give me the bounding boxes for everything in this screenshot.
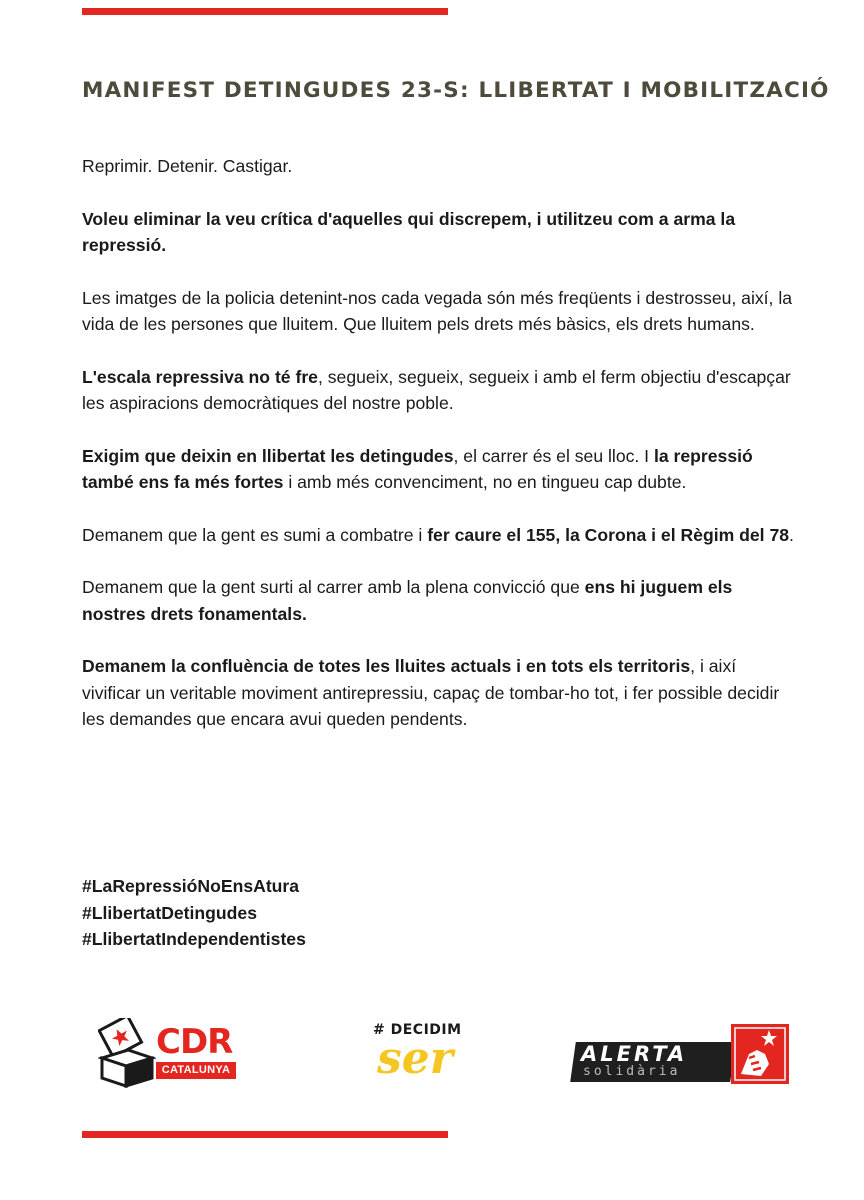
- bold-text: L'escala repressiva no té fre: [82, 366, 318, 387]
- manifesto-paragraph: [82, 653, 794, 733]
- cdr-logo-subtext: CATALUNYA: [156, 1062, 236, 1079]
- manifesto-body: [82, 153, 794, 759]
- bold-text: fer caure el 155, la Corona i el Règim del 78: [427, 524, 790, 545]
- manifesto-paragraph: [82, 285, 794, 338]
- body-text: Demanem que la gent es sumi a combatre i: [82, 524, 428, 545]
- body-text: i amb més convenciment, no en tingueu cap dubte.: [283, 472, 687, 492]
- cdr-catalunya-logo: [98, 1018, 238, 1088]
- body-text: Les imatges de la policia detenint-nos cada vegada són més freqüents i destrosseu, així, la vida de les persones que lluitem. Que lluitem pels drets més bàsics, els drets humans.: [82, 287, 793, 334]
- ballot-box-icon: [98, 1018, 156, 1088]
- bottom-red-rule: [82, 1131, 448, 1138]
- hashtag-list: [82, 873, 306, 953]
- bold-text: ens hi juguem els nostres drets fonamentals.: [82, 577, 733, 624]
- alerta-logo-subtext: solidària: [583, 1064, 681, 1079]
- body-text: Demanem que la gent surti al carrer amb la plena convicció que: [82, 577, 585, 597]
- hashtag: #LaRepressióNoEnsAtura: [82, 876, 300, 896]
- body-text: , el carrer és el seu lloc. I: [453, 445, 654, 466]
- top-red-rule: [82, 8, 448, 15]
- manifesto-paragraph: [82, 574, 794, 627]
- hashtag: #LlibertatIndependentistes: [82, 929, 306, 949]
- bold-text: la repressió també ens fa més fortes: [82, 445, 753, 492]
- raised-fist-icon: [731, 1024, 791, 1086]
- alerta-logo-text: ALERTA: [581, 1042, 688, 1066]
- manifesto-paragraph: [82, 153, 794, 180]
- manifesto-paragraph: [82, 364, 794, 417]
- bold-text: Demanem la confluència de totes les lluites actuals i en tots els territoris: [82, 656, 691, 676]
- body-text: .: [789, 524, 794, 545]
- bold-text: Exigim que deixin en llibertat les detingudes: [82, 445, 454, 466]
- decidim-logo-tag: # DECIDIM: [373, 1022, 462, 1038]
- hashtag: #LlibertatDetingudes: [82, 902, 257, 923]
- page-title: MANIFEST DETINGUDES 23-S: LLIBERTAT I MOBILITZACIÓ: [82, 78, 830, 103]
- body-text: , i així vivificar un veritable moviment antirepressiu, capaç de tombar-ho tot, i fer possible decidir les demandes que encara avui queden pendents.: [82, 656, 780, 729]
- body-text: Reprimir. Detenir. Castigar.: [82, 156, 293, 176]
- cdr-logo-text: CDR: [156, 1022, 233, 1062]
- decidim-logo-word: ser: [377, 1033, 453, 1084]
- body-text: , segueix, segueix, segueix i amb el ferm objectiu d'escapçar les aspiracions democràtiques del nostre poble.: [82, 366, 791, 413]
- bold-text: Voleu eliminar la veu crítica d'aquelles qui discrepem, i utilitzeu com a arma la repressió.: [82, 208, 736, 255]
- manifesto-paragraph: [82, 443, 794, 496]
- alerta-solidaria-logo: [573, 1024, 791, 1086]
- manifesto-paragraph: [82, 522, 794, 549]
- manifesto-paragraph: [82, 206, 794, 259]
- decidim-ser-logo: [373, 1022, 468, 1092]
